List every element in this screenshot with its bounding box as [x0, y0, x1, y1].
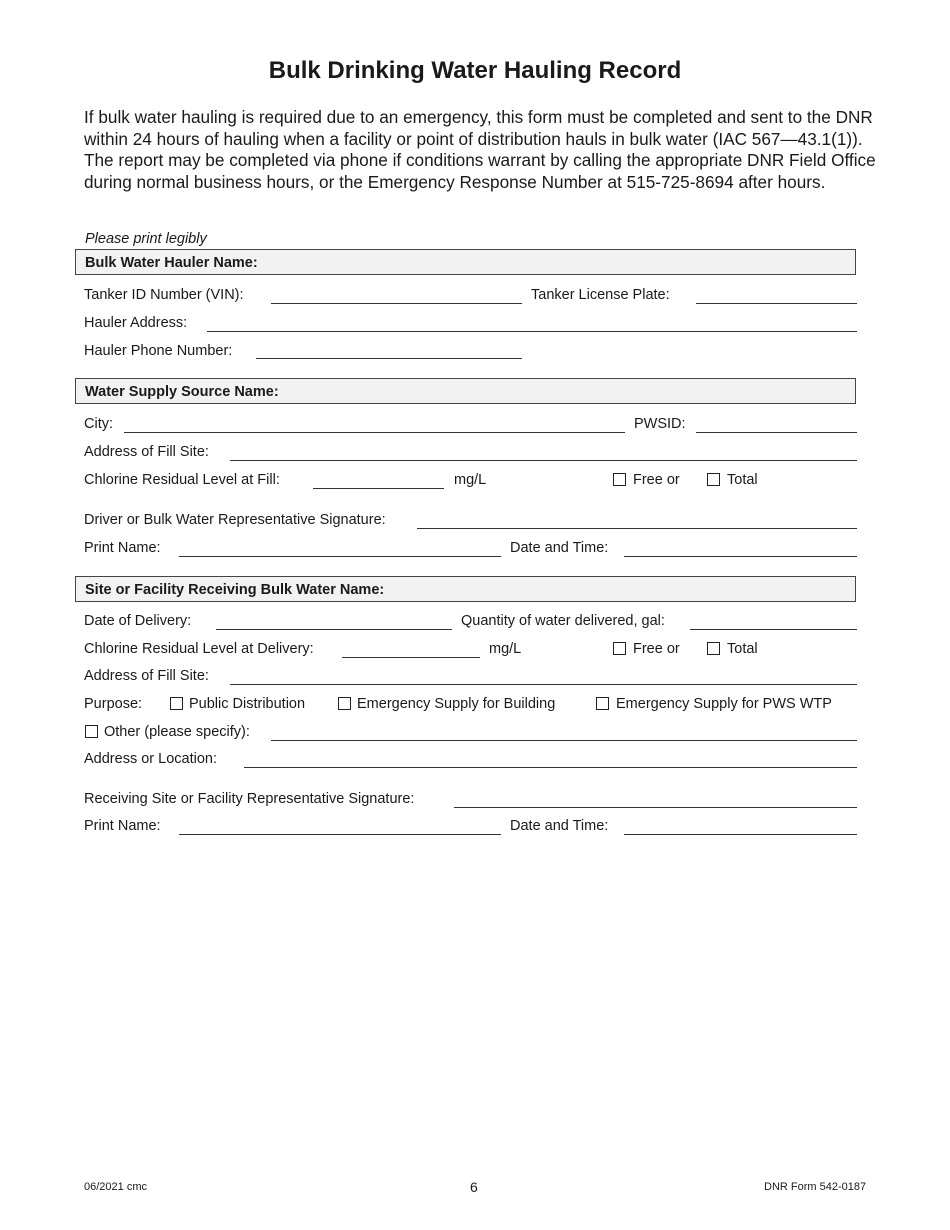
tanker-id-label: Tanker ID Number (VIN):	[84, 287, 244, 303]
purpose-emergency-pws-checkbox[interactable]	[596, 697, 609, 710]
license-plate-label: Tanker License Plate:	[531, 287, 670, 303]
driver-signature-label: Driver or Bulk Water Representative Signature:	[84, 512, 386, 528]
purpose-public-distribution-checkbox[interactable]	[170, 697, 183, 710]
driver-date-time-input[interactable]	[624, 556, 857, 557]
location-label: Address or Location:	[84, 751, 217, 767]
hauler-address-label: Hauler Address:	[84, 315, 188, 331]
chlorine-delivery-label: Chlorine Residual Level at Delivery:	[84, 641, 314, 657]
quantity-delivered-input[interactable]	[690, 629, 857, 630]
chlorine-delivery-total-label: Total	[727, 641, 758, 657]
form-title: Bulk Drinking Water Hauling Record	[268, 57, 682, 84]
driver-print-name-label: Print Name:	[84, 540, 161, 556]
purpose-other-checkbox[interactable]	[85, 725, 98, 738]
chlorine-fill-label: Chlorine Residual Level at Fill:	[84, 472, 280, 488]
location-input[interactable]	[244, 767, 857, 768]
purpose-public-distribution-label: Public Distribution	[189, 696, 306, 712]
chlorine-fill-total-checkbox[interactable]	[707, 473, 720, 486]
delivery-date-label: Date of Delivery:	[84, 613, 192, 629]
intro-paragraph: If bulk water hauling is required due to an emergency, this form must be completed and sent to the DNR within 24 hours of hauling when a facility or point of distribution hauls in bulk water (IAC 567—43.1(1)). The report may be completed via phone if conditions warrant by calling the appropriate DNR Field Office during normal business hours, or the Emergency Response Number at 515-725-8694 after hours.	[84, 107, 876, 192]
chlorine-fill-free-label: Free or	[633, 472, 680, 488]
purpose-label: Purpose:	[84, 696, 143, 712]
receiver-date-time-input[interactable]	[624, 834, 857, 835]
purpose-emergency-pws-label: Emergency Supply for PWS WTP	[616, 696, 832, 712]
pwsid-input[interactable]	[696, 432, 857, 433]
hauler-phone-label: Hauler Phone Number:	[84, 343, 233, 359]
receiver-signature-input[interactable]	[454, 807, 857, 808]
license-plate-input[interactable]	[696, 303, 857, 304]
hauler-phone-input[interactable]	[256, 358, 522, 359]
chlorine-fill-input[interactable]	[313, 488, 444, 489]
chlorine-fill-total-label: Total	[727, 472, 758, 488]
delivery-fill-address-label: Address of Fill Site:	[84, 668, 209, 684]
receiver-date-time-label: Date and Time:	[510, 818, 609, 834]
hauler-name-field[interactable]	[75, 249, 856, 275]
water-source-name-label: Water Supply Source Name:	[85, 384, 279, 400]
footer-date-code: 06/2021 cmc	[84, 1181, 147, 1193]
driver-date-time-label: Date and Time:	[510, 540, 609, 556]
tanker-id-input[interactable]	[271, 303, 522, 304]
receiving-facility-name-label: Site or Facility Receiving Bulk Water Name:	[85, 582, 385, 598]
chlorine-delivery-total-checkbox[interactable]	[707, 642, 720, 655]
driver-signature-input[interactable]	[417, 528, 857, 529]
driver-print-name-input[interactable]	[179, 556, 501, 557]
page-number: 6	[470, 1179, 478, 1195]
chlorine-fill-free-checkbox[interactable]	[613, 473, 626, 486]
purpose-emergency-building-checkbox[interactable]	[338, 697, 351, 710]
chlorine-delivery-free-label: Free or	[633, 641, 680, 657]
city-label: City:	[84, 416, 113, 432]
receiving-facility-name-field[interactable]	[75, 576, 856, 602]
water-source-name-field[interactable]	[75, 378, 856, 404]
purpose-other-label: Other (please specify):	[104, 724, 250, 740]
receiver-print-name-input[interactable]	[179, 834, 501, 835]
city-input[interactable]	[124, 432, 625, 433]
receiver-print-name-label: Print Name:	[84, 818, 161, 834]
receiver-signature-label: Receiving Site or Facility Representative Signature:	[84, 791, 415, 807]
hauler-name-label: Bulk Water Hauler Name:	[85, 255, 258, 271]
chlorine-fill-unit: mg/L	[454, 472, 487, 488]
quantity-delivered-label: Quantity of water delivered, gal:	[461, 613, 665, 629]
chlorine-delivery-unit: mg/L	[489, 641, 522, 657]
chlorine-delivery-free-checkbox[interactable]	[613, 642, 626, 655]
purpose-other-input[interactable]	[271, 740, 857, 741]
delivery-fill-address-input[interactable]	[230, 684, 857, 685]
purpose-emergency-building-label: Emergency Supply for Building	[357, 696, 556, 712]
chlorine-delivery-input[interactable]	[342, 657, 480, 658]
fill-site-address-input[interactable]	[230, 460, 857, 461]
pwsid-label: PWSID:	[634, 416, 686, 432]
form-number: DNR Form 542-0187	[764, 1181, 867, 1193]
print-legibly-note: Please print legibly	[85, 231, 207, 247]
delivery-date-input[interactable]	[216, 629, 452, 630]
hauler-address-input[interactable]	[207, 331, 857, 332]
fill-site-address-label: Address of Fill Site:	[84, 444, 209, 460]
